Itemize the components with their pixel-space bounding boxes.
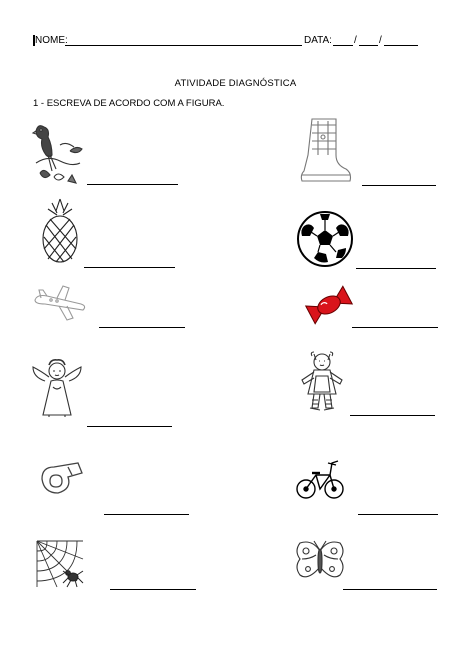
date-separator: /: [379, 35, 382, 46]
pineapple-icon: [40, 197, 80, 264]
spider-web-icon: [33, 537, 85, 589]
answer-line[interactable]: [358, 514, 438, 515]
date-month-field[interactable]: [359, 45, 378, 46]
date-day-field[interactable]: [333, 45, 353, 46]
butterfly-icon: [292, 537, 348, 587]
angel-icon: [31, 357, 83, 419]
answer-line[interactable]: [104, 514, 189, 515]
answer-line[interactable]: [87, 426, 172, 427]
airplane-icon: [33, 282, 88, 322]
answer-line[interactable]: [87, 184, 178, 185]
soccer-ball-icon: [296, 210, 354, 268]
answer-line[interactable]: [352, 327, 438, 328]
answer-line[interactable]: [343, 589, 437, 590]
whistle-icon: [38, 457, 86, 497]
date-separator: /: [354, 35, 357, 46]
doll-icon: [296, 350, 348, 416]
answer-line[interactable]: [110, 589, 196, 590]
answer-line[interactable]: [99, 327, 185, 328]
name-field[interactable]: [65, 45, 302, 46]
date-year-field[interactable]: [384, 45, 418, 46]
name-label: NOME:: [35, 35, 68, 46]
page-title: ATIVIDADE DIAGNÓSTICA: [174, 78, 297, 89]
answer-line[interactable]: [356, 268, 436, 269]
parrot-icon: [30, 115, 90, 190]
bicycle-icon: [296, 457, 344, 501]
question-text: 1 - ESCREVA DE ACORDO COM A FIGURA.: [33, 98, 225, 109]
date-label: DATA:: [304, 35, 332, 46]
answer-line[interactable]: [350, 415, 435, 416]
answer-line[interactable]: [84, 267, 175, 268]
candy-icon: [306, 287, 352, 323]
answer-line[interactable]: [362, 185, 436, 186]
boot-icon: [298, 115, 353, 187]
